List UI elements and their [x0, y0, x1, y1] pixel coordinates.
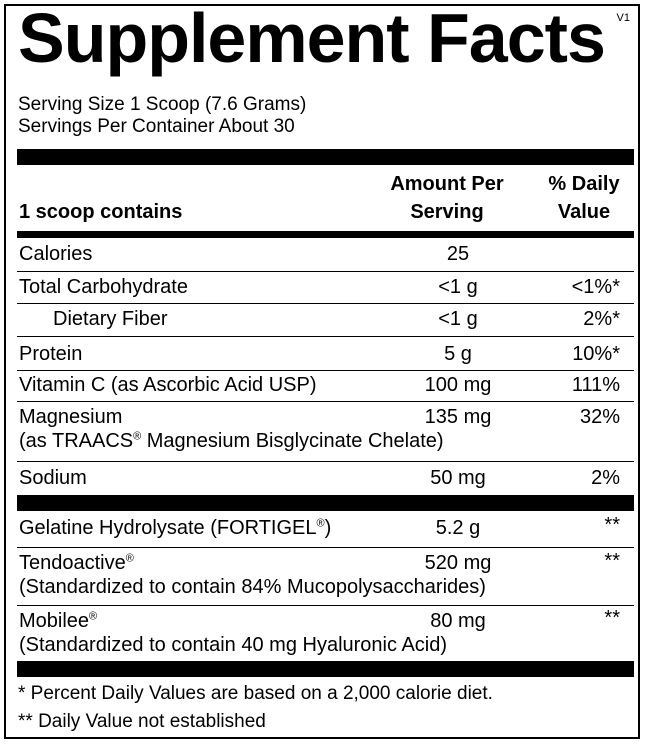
detail-text: (as TRAACS — [19, 430, 134, 452]
registered-mark: ® — [316, 517, 325, 530]
ingredient-amount: 80 mg — [430, 610, 486, 632]
nutrient-row — [17, 462, 634, 495]
nutrient-name: Vitamin C (as Ascorbic Acid USP) — [19, 374, 317, 396]
registered-mark: ® — [89, 610, 98, 623]
detail-text: Magnesium Bisglycinate Chelate) — [141, 430, 444, 452]
serving-size: Serving Size 1 Scoop (7.6 Grams) — [18, 94, 307, 115]
nutrient-dv: 2%* — [583, 308, 620, 330]
nutrient-detail — [19, 429, 444, 453]
supplement-facts-panel — [4, 0, 640, 739]
amount-header-line1: Amount Per — [390, 173, 504, 195]
nutrient-row — [17, 272, 634, 303]
footnote-not-established: ** Daily Value not established — [18, 711, 266, 732]
dv-header-line1: % Daily — [548, 173, 620, 195]
ingredient-dv: ** — [604, 550, 620, 572]
nutrient-amount: 5 g — [444, 343, 472, 365]
nutrient-name: Magnesium — [19, 406, 123, 428]
nutrient-name: Sodium — [19, 467, 87, 489]
ingredient-detail: (Standardized to contain 84% Mucopolysaccharides) — [19, 576, 486, 598]
nutrient-row — [17, 402, 634, 461]
nutrient-amount: 100 mg — [424, 374, 492, 396]
serving-info — [18, 94, 306, 138]
thick-divider — [17, 149, 634, 165]
nutrient-dv: 32% — [579, 406, 620, 428]
nutrient-dv: 2% — [591, 467, 620, 489]
dv-header — [539, 170, 629, 226]
nutrient-amount: 50 mg — [430, 467, 486, 489]
nutrient-name: Protein — [19, 343, 83, 365]
nutrient-row — [17, 337, 634, 370]
nutrient-name: Calories — [19, 243, 93, 265]
footnote-daily-values: * Percent Daily Values are based on a 2,000 calorie diet. — [18, 683, 493, 704]
ingredient-row — [17, 606, 634, 664]
ingredient-row — [17, 511, 634, 547]
contains-header: 1 scoop contains — [19, 201, 183, 223]
ingredient-text: Gelatine Hydrolysate (FORTIGEL — [19, 517, 317, 539]
thick-divider — [17, 495, 634, 511]
nutrient-amount: <1 g — [438, 308, 478, 330]
ingredient-name — [19, 516, 331, 540]
ingredient-detail: (Standardized to contain 40 mg Hyaluronic Acid) — [19, 634, 448, 656]
dv-header-line2: Value — [557, 201, 611, 223]
ingredient-dv: ** — [604, 514, 620, 536]
nutrient-name: Dietary Fiber — [53, 308, 168, 330]
nutrient-dv: <1%* — [571, 276, 620, 298]
version-label: V1 — [616, 12, 630, 24]
ingredient-row — [17, 548, 634, 605]
amount-header — [390, 170, 504, 226]
ingredient-name — [19, 609, 97, 633]
nutrient-dv: 10%* — [572, 343, 620, 365]
ingredient-text: ) — [324, 517, 332, 539]
registered-mark: ® — [133, 430, 142, 443]
ingredient-amount: 520 mg — [424, 552, 492, 574]
ingredient-text: Tendoactive — [19, 552, 126, 574]
thick-divider — [17, 661, 634, 677]
nutrient-dv: 111% — [571, 374, 620, 396]
ingredient-amount: 5.2 g — [435, 517, 481, 539]
nutrient-amount: 135 mg — [424, 406, 492, 428]
header-divider — [17, 231, 634, 238]
amount-header-line2: Serving — [410, 201, 484, 223]
ingredient-text: Mobilee — [19, 610, 90, 632]
nutrient-row — [17, 371, 634, 401]
panel-title: Supplement Facts — [18, 0, 605, 77]
nutrient-row — [17, 239, 634, 271]
ingredient-dv: ** — [604, 607, 620, 629]
nutrient-name: Total Carbohydrate — [19, 276, 188, 298]
nutrient-amount: <1 g — [438, 276, 478, 298]
servings-per-container: Servings Per Container About 30 — [18, 116, 295, 137]
registered-mark: ® — [125, 552, 134, 565]
ingredient-name — [19, 551, 134, 575]
nutrient-row — [17, 304, 634, 336]
nutrient-amount: 25 — [446, 243, 470, 265]
